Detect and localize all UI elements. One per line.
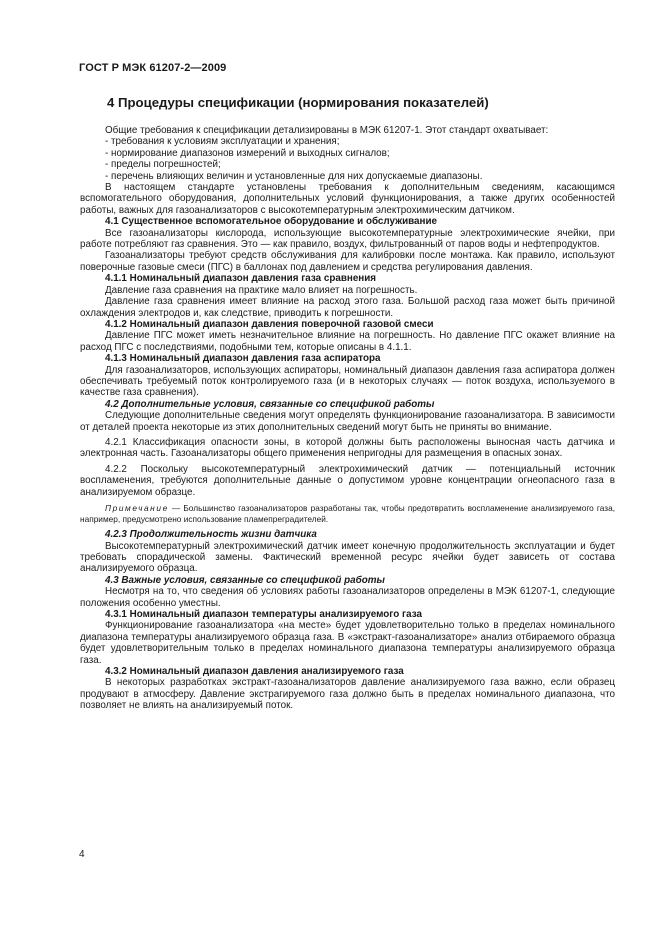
paragraph: Для газоанализаторов, использующих аспираторы, номинальный диапазон давления газа аспиратора должен обеспечивать требуемый поток контролируемого газа (и в некоторых случаях — поток воздуха, используемого в качестве газа сравнения). [80,364,615,399]
list-item: - требования к условиям эксплуатации и хранения; [105,136,340,148]
paragraph: Газоанализаторы требуют средств обслуживания для калибровки после монтажа. Как правило, используют поверочные газовые смеси (ПГС) в баллонах под давлением и средства регулирования давления. [80,250,615,273]
paragraph-4-2-2: 4.2.2 Поскольку высокотемпературный электрохимический датчик — потенциальный источник воспламенения, требуются дополнительные данные о допустимом уровне концентрации огнеопасного газа в анализируемом образце. [80,463,615,498]
paragraph: Функционирование газоанализатора «на месте» будет удовлетворительно только в пределах номинального диапазона температуры анализируемого образца газа. В «экстракт-газоанализаторе» анализ отбираемого образца будет удовлетворительным только в пределах номинального диапазона температуры анализируемого образца газа. [80,620,615,666]
paragraph: Давление газа сравнения на практике мало влияет на погрешность. [105,284,418,296]
paragraph: Все газоанализаторы кислорода, использующие высокотемпературные электрохимические ячейки, при работе потребляют газ сравнения. Это — как правило, воздух, фильтрованный от паров воды и нефтепродуктов. [80,227,615,251]
heading-4-3-1: 4.3.1 Номинальный диапазон температуры анализируемого газа [105,609,422,621]
paragraph: Высокотемпературный электрохимический датчик имеет конечную продолжительность эксплуатации и будет требовать спорадической замены. Фактический временной ресурс ячейки будет зависеть от состава анализируемого образца. [80,540,615,575]
paragraph: Следующие дополнительные сведения могут определять функционирование газоанализатора. В зависимости от деталей проекта некоторые из этих дополнительных сведений могут быть не приняты во внимание. [80,410,615,433]
heading-4-1-2: 4.1.2 Номинальный диапазон давления поверочной газовой смеси [105,318,434,330]
paragraph: В настоящем стандарте установлены требования к дополнительным сведениям, касающимся вспомогательного оборудования, дополнительных условий функционирования, а также других особенностей работы, важных для газоанализаторов с высокотемпературным электрохимическим датчиком. [80,182,615,216]
intro-paragraph: Общие требования к спецификации детализированы в МЭК 61207-1. Этот стандарт охватывает: [105,125,549,136]
heading-4-3-2: 4.3.2 Номинальный диапазон давления анализируемого газа [105,666,404,678]
list-item: - пределы погрешностей; [105,159,221,171]
heading-4-1-3: 4.1.3 Номинальный диапазон давления газа аспиратора [105,353,381,365]
paragraph: В некоторых разработках экстракт-газоанализаторов давление анализируемого газа важно, если образец продувают в атмосферу. Давление экстрагируемого газа должно быть в пределах номинального диапазона, что позволяет не влиять на анализируемый поток. [80,677,615,712]
heading-4-1-1: 4.1.1 Номинальный диапазон давления газа сравнения [105,273,377,285]
running-header: ГОСТ Р МЭК 61207-2—2009 [79,62,227,74]
note-text: — Большинство газоанализаторов разработаны так, чтобы предотвратить воспламенение анализируемого газа, например, предусмотрено использование пламепреградителей. [80,503,615,524]
page-number: 4 [79,849,85,860]
section-title: 4 Процедуры спецификации (нормирования показателей) [107,95,489,110]
heading-4-3: 4.3 Важные условия, связанные со спецификой работы [105,574,385,586]
heading-4-1: 4.1 Существенное вспомогательное оборудование и обслуживание [105,216,437,228]
paragraph: Давление ПГС может иметь незначительное влияние на погрешность. Но давление ПГС окажет влияние на расход ПГС с последствиями, подобными тем, которые описаны в 4.1.1. [80,330,615,353]
paragraph-4-2-1: 4.2.1 Классификация опасности зоны, в которой должны быть расположены выносная часть датчика и электронная часть. Газоанализаторы общего применения непригодны для размещения в опасных зонах. [80,436,615,460]
paragraph: Давление газа сравнения имеет влияние на расход этого газа. Большой расход газа может быть причиной охлаждения электродов и, как следствие, приводить к погрешности. [80,296,615,319]
body-text [80,125,615,712]
paragraph: Несмотря на то, что сведения об условиях работы газоанализаторов определены в МЭК 61207-1, следующие положения особенно уместны. [80,586,615,609]
note [80,503,615,524]
note-label: Примечание [105,503,169,513]
heading-4-2-3: 4.2.3 Продолжительность жизни датчика [105,529,317,541]
list-item: - нормирование диапазонов измерений и выходных сигналов; [105,147,390,159]
heading-4-2: 4.2 Дополнительные условия, связанные со спецификой работы [105,398,435,410]
list-item: - перечень влияющих величин и установленные для них допускаемые диапазоны. [105,170,483,182]
